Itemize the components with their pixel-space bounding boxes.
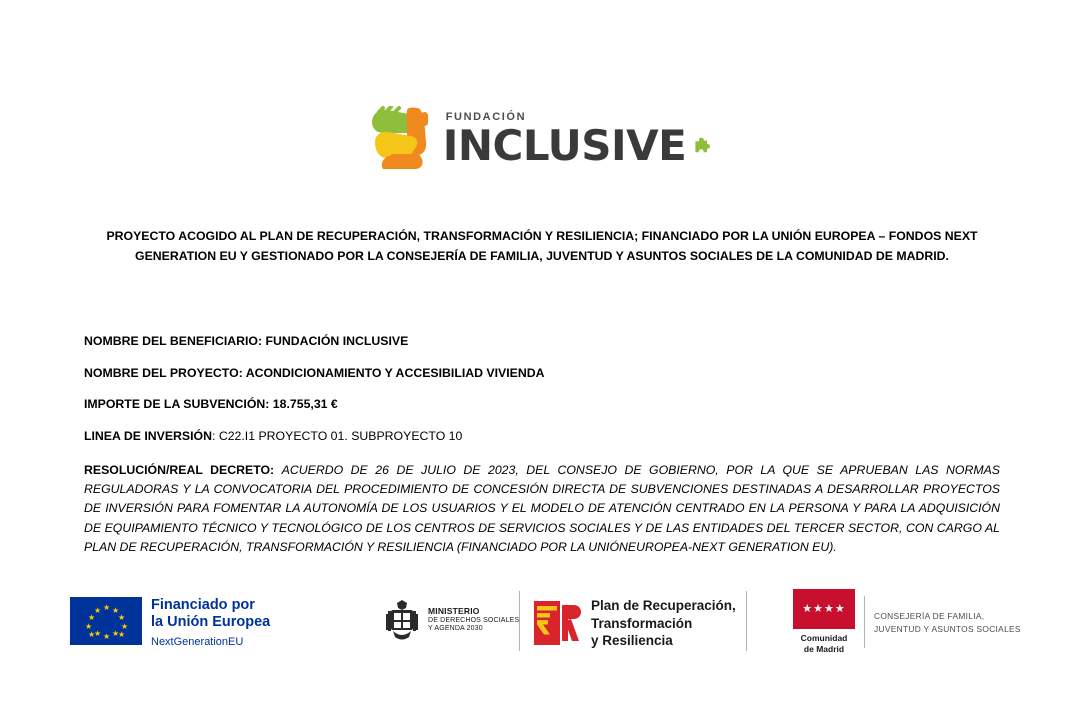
field-beneficiary-value: FUNDACIÓN INCLUSIVE [265, 334, 409, 348]
eu-line3: NextGenerationEU [151, 635, 244, 648]
field-project-label: NOMBRE DEL PROYECTO: [84, 365, 246, 380]
ministerio-line3: Y AGENDA 2030 [428, 625, 483, 633]
spain-coat-of-arms-icon [383, 597, 421, 643]
consejeria-name [874, 610, 1021, 634]
project-details [84, 333, 1000, 572]
field-amount-label: IMPORTE DE LA SUBVENCIÓN: [84, 397, 273, 412]
prtr-logo [534, 597, 736, 650]
field-beneficiary-label: NOMBRE DEL BENEFICIARIO: [84, 334, 266, 348]
eu-line2: la Unión Europea [151, 614, 271, 631]
madrid-stars: ★★★★ [802, 602, 846, 615]
eu-funding-logo [70, 597, 270, 648]
consejeria-line2: JUVENTUD Y ASUNTOS SOCIALES [874, 623, 1021, 634]
madrid-flag-icon [793, 589, 855, 629]
comunidad-name-line1: Comunidad [800, 633, 848, 643]
comunidad-name-line2: de Madrid [803, 643, 845, 654]
prtr-line2: Transformación [591, 615, 693, 631]
prtr-line3: y Resiliencia [591, 633, 673, 649]
ministerio-line2: DE DERECHOS SOCIALES [428, 616, 520, 624]
field-resolution [84, 461, 1000, 556]
eu-flag-icon: ★ ★ ★ ★ ★ ★ ★ ★ ★ ★ ★ ★ [70, 597, 142, 645]
field-investment-label: LINEA DE INVERSIÓN [84, 428, 212, 443]
logo-name: INCLUSIVE [442, 120, 687, 170]
field-amount-value: 18.755,31 € [272, 397, 338, 412]
comunidad-madrid-name [801, 633, 848, 654]
field-resolution-value: ACUERDO DE 26 DE JULIO DE 2023, DEL CONSEJO DE GOBIERNO, POR LA QUE SE APRUEBAN LAS NORMAS REGULADORAS Y LA CONVOCATORIA DEL PROCEDIMIENTO DE CONCESIÓN DIRECTA DE SUBVENCIONES DESTINADAS A DESARROLLAR PROYECTOS DE INVERSIÓN PARA FOMENTAR LA AUTONOMÍA DE LOS USUARIOS Y EL MODELO DE ATENCIÓN CENTRADO EN LA PERSONA Y PARA LA ADQUISICIÓN DE EQUIPAMIENTO TÉCNICO Y TECNOLÓGICO DE LOS CENTROS DE SERVICIOS SOCIALES Y DE LAS ENTIDADES DEL TERCER SECTOR, CON CARGO AL PLAN DE RECUPERACIÓN, TRANSFORMACIÓN Y RESILIENCIA (FINANCIADO POR LA UNIÓNEUROPEA-NEXT GENERATION EU). [84, 463, 1000, 554]
consejeria-line1: CONSEJERÍA DE FAMILIA, [874, 611, 985, 622]
field-project-value: ACONDICIONAMIENTO Y ACCESIBILIAD VIVIENDA [245, 365, 545, 380]
footer-divider-1 [519, 591, 520, 651]
ministerio-logo [383, 597, 519, 643]
field-project [84, 365, 1000, 382]
hands-icon [369, 106, 437, 172]
prtr-line1: Plan de Recuperación, [591, 598, 736, 613]
field-resolution-label: RESOLUCIÓN/REAL DECRETO: [84, 463, 282, 478]
organization-logo [0, 106, 1083, 172]
logo-supertitle: FUNDACIÓN [445, 110, 527, 123]
comunidad-divider [864, 596, 865, 648]
field-beneficiary [84, 333, 1000, 350]
ministerio-line1: MINISTERIO [428, 605, 480, 616]
field-amount [84, 396, 1000, 413]
field-investment-value: : C22.I1 PROYECTO 01. SUBPROYECTO 10 [212, 428, 463, 443]
puzzle-piece-icon [690, 135, 714, 163]
prtr-logo-icon [534, 601, 581, 645]
footer-divider-2 [746, 591, 747, 651]
eu-line1: Financiado por [151, 597, 255, 613]
page-title: PROYECTO ACOGIDO AL PLAN DE RECUPERACIÓN, TRANSFORMACIÓN Y RESILIENCIA; FINANCIADO POR LA UNIÓN EUROPEA – FONDOS NEXT GENERATION EU Y GESTIONADO POR LA CONSEJERÍA DE FAMILIA, JUVENTUD Y ASUNTOS SOCIALES DE LA COMUNIDAD DE MADRID. [106, 229, 978, 264]
footer-logos [0, 583, 1083, 673]
field-investment-line [84, 428, 1000, 445]
comunidad-madrid-logo [793, 589, 1021, 654]
